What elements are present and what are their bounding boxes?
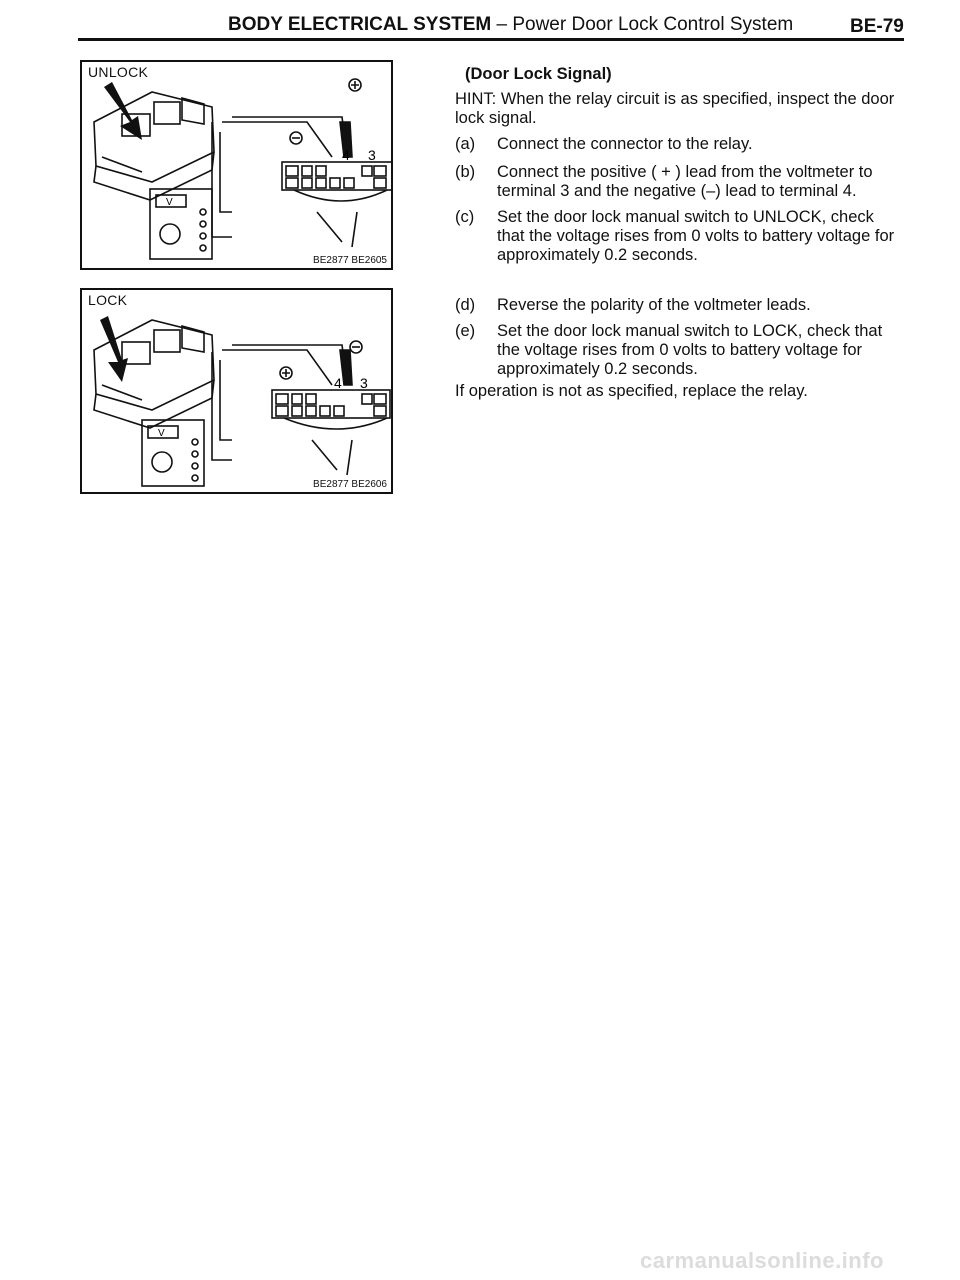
meter-label: V [158, 428, 165, 439]
step-text: Set the door lock manual switch to UNLOCK, check that the voltage rises from 0 volts to battery voltage for approximately 0.2 seconds. [497, 208, 895, 264]
conclusion-paragraph: If operation is not as specified, replace the relay. [455, 382, 808, 400]
step-label: (b) [455, 163, 476, 181]
step-text: Connect the connector to the relay. [497, 135, 753, 153]
figure-lock [80, 288, 393, 494]
section-heading: (Door Lock Signal) [465, 65, 612, 83]
footer-watermark: carmanualsonline.info [640, 1248, 884, 1273]
title-separator: – [491, 14, 513, 35]
step-label: (e) [455, 322, 476, 340]
meter-label: V [166, 197, 173, 208]
figure-label-lock: LOCK [88, 292, 128, 308]
step-text: Reverse the polarity of the voltmeter leads. [497, 296, 811, 314]
switch-base [94, 152, 214, 200]
step-text: Connect the positive ( + ) lead from the voltmeter to terminal 3 and the negative (–) lead to terminal 4. [497, 163, 873, 200]
switch-button-2 [154, 330, 180, 352]
hint-paragraph: HINT: When the relay circuit is as specified, inspect the door lock signal. [455, 90, 895, 127]
figure-label-unlock: UNLOCK [88, 64, 149, 80]
unlock-diagram [82, 62, 391, 268]
terminal-right-label: 3 [360, 375, 368, 391]
figure-code-unlock: BE2877 BE2605 [313, 255, 387, 266]
step-label: (a) [455, 135, 476, 153]
terminal-left-label: 4 [334, 375, 342, 391]
header-rule [78, 38, 904, 41]
figure-unlock [80, 60, 393, 270]
switch-button-2 [154, 102, 180, 124]
section-subtitle: Power Door Lock Control System [512, 14, 794, 35]
terminal-right-label: 3 [368, 147, 376, 163]
figure-code-lock: BE2877 BE2606 [313, 479, 387, 490]
page-number: BE-79 [850, 16, 904, 37]
step-label: (d) [455, 296, 476, 314]
lock-diagram [82, 290, 391, 492]
section-title: BODY ELECTRICAL SYSTEM [228, 14, 492, 35]
step-label: (c) [455, 208, 475, 226]
page-header [0, 0, 960, 42]
page-title [228, 14, 793, 36]
step-text: Set the door lock manual switch to LOCK, check that the voltage rises from 0 volts to battery voltage for approximately 0.2 seconds. [497, 322, 883, 378]
terminal-left-label: 4 [342, 147, 350, 163]
